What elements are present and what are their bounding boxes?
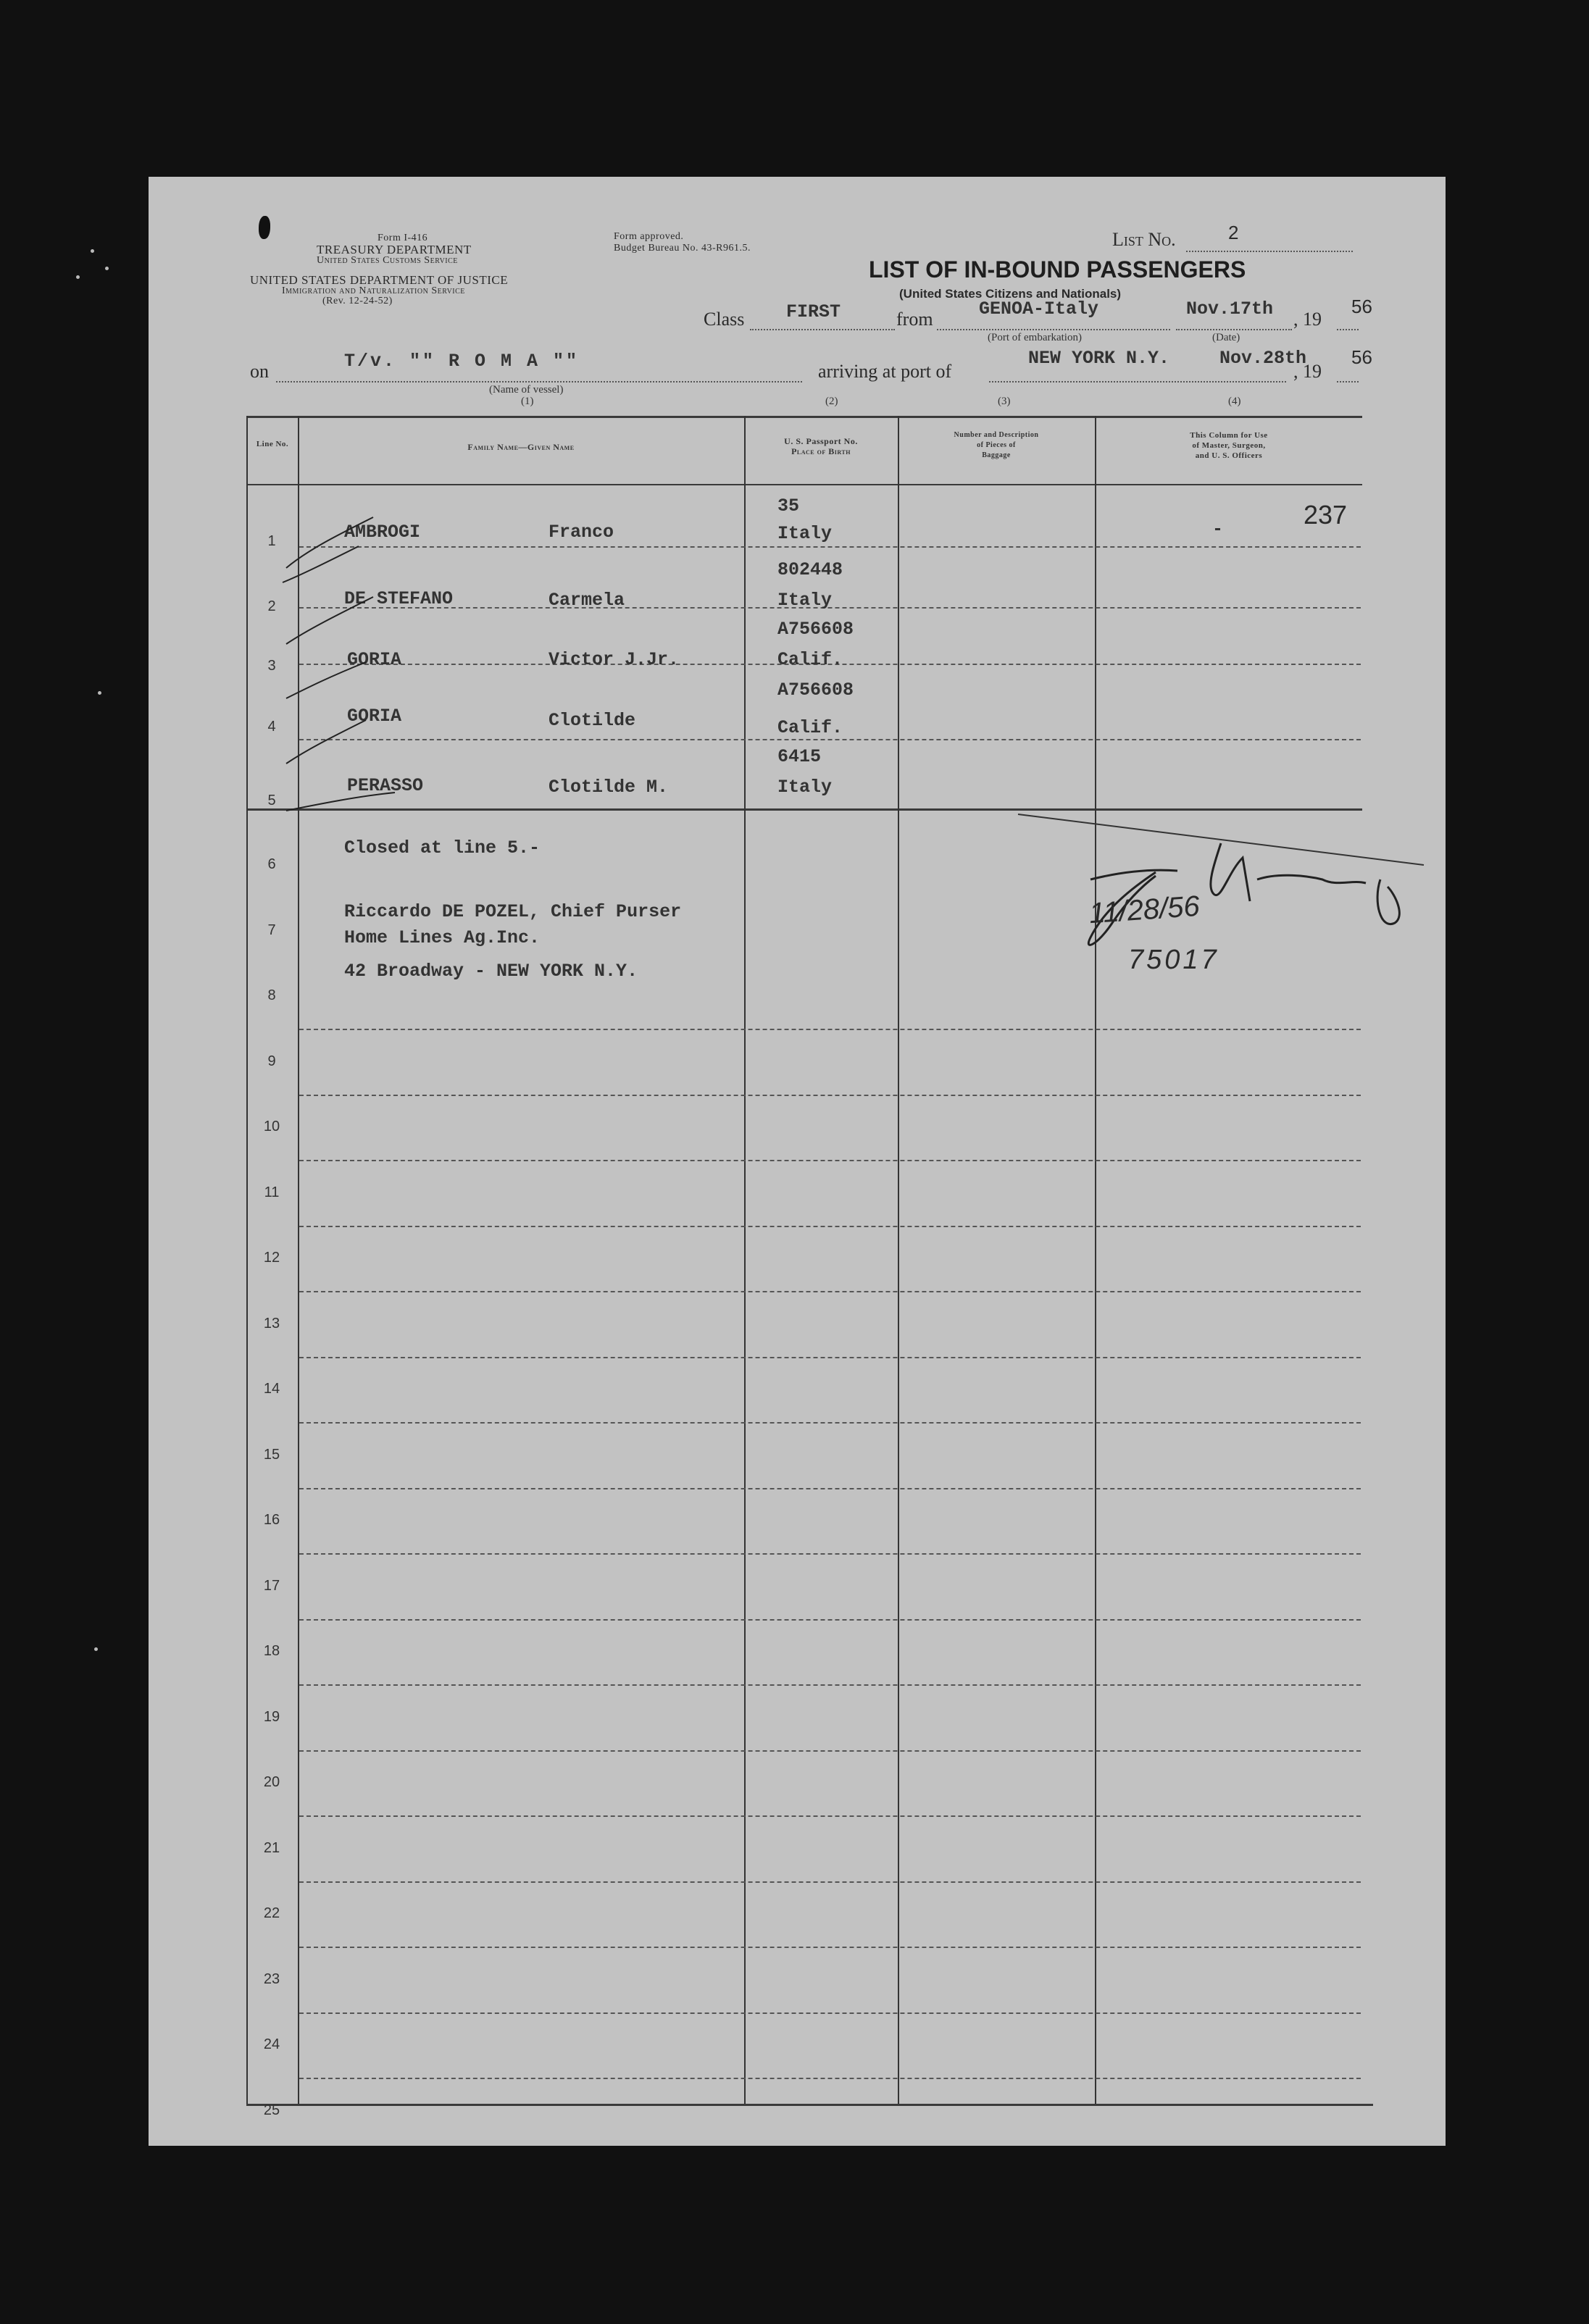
line-number: 19 [263, 1709, 280, 1725]
line-number: 11 [264, 1184, 280, 1200]
company-name: Home Lines Ag.Inc. [344, 927, 541, 948]
year-2: 56 [1351, 346, 1372, 368]
on-label: on [250, 361, 269, 382]
departure-date: Nov.17th [1186, 298, 1274, 319]
place-of-birth: Calif. [777, 649, 843, 670]
seal-mark [259, 216, 270, 239]
company-address: 42 Broadway - NEW YORK N.Y. [344, 961, 638, 982]
line-number: 1 [267, 533, 276, 549]
vessel-col-num: (1) [521, 396, 534, 407]
family-name: DE STEFANO [344, 588, 454, 609]
line-number: 5 [267, 793, 276, 808]
purser-name: Riccardo DE POZEL, Chief Purser [344, 901, 682, 922]
passport-number: A756608 [777, 680, 854, 701]
line-number: 21 [263, 1840, 280, 1856]
class-label: Class [704, 309, 745, 330]
page-subtitle: (United States Citizens and Nationals) [899, 287, 1122, 301]
justice-dept: UNITED STATES DEPARTMENT OF JUSTICE [250, 273, 509, 287]
place-of-birth: Italy [777, 590, 833, 611]
line-number: 12 [263, 1250, 280, 1266]
line-number: 3 [267, 658, 276, 674]
year-1: 56 [1351, 296, 1372, 317]
closed-statement: Closed at line 5.- [344, 837, 541, 858]
line-number: 2 [267, 598, 276, 614]
line-number: 9 [267, 1053, 276, 1069]
col-name: Family Name—Given Name [467, 442, 575, 452]
line-number: 20 [263, 1774, 280, 1790]
arrival-port: NEW YORK N.Y. [1028, 348, 1170, 369]
passport-number: 6415 [777, 746, 822, 767]
officer-signature [1004, 800, 1438, 974]
check-marks [243, 481, 460, 822]
line-number: 4 [267, 719, 276, 735]
line-number: 13 [263, 1316, 280, 1332]
line-number: 24 [263, 2036, 280, 2052]
given-name: Clotilde [549, 710, 636, 731]
passport-number: A756608 [777, 619, 854, 640]
treasury-dept: TREASURY DEPARTMENT [317, 243, 472, 256]
line-number: 14 [263, 1381, 280, 1397]
family-name: AMBROGI [344, 522, 421, 543]
arriving-label: arriving at port of [818, 361, 952, 382]
col-line-no: Line No. [256, 440, 289, 448]
line-number: 23 [263, 1971, 280, 1987]
arriving-col-num: (2) [825, 396, 838, 407]
line-number: 18 [263, 1643, 280, 1659]
form-number: Form I-416 [378, 233, 428, 243]
place-of-birth: Calif. [777, 717, 843, 738]
date-col-num: (4) [1228, 396, 1241, 407]
passport-number: 35 [777, 496, 800, 517]
arrival-date: Nov.28th [1219, 348, 1307, 369]
line-number: 17 [263, 1578, 280, 1594]
family-name: GORIA [347, 706, 402, 727]
given-name: Victor J.Jr. [549, 649, 680, 670]
col-passport: U. S. Passport No. Place of Birth [784, 436, 858, 456]
line-number: 10 [263, 1119, 280, 1134]
year-prefix-1: , 19 [1293, 309, 1322, 330]
form-approved: Form approved. [614, 231, 684, 242]
place-of-birth: Italy [777, 777, 833, 798]
page-title: LIST OF IN-BOUND PASSENGERS [869, 256, 1246, 283]
line-number: 6 [267, 856, 276, 872]
budget-bureau: Budget Bureau No. 43-R961.5. [614, 243, 751, 254]
date-caption: (Date) [1212, 332, 1240, 343]
revision-date: (Rev. 12-24-52) [322, 296, 393, 306]
col-baggage: Number and Description of Pieces of Baggage [954, 431, 1039, 459]
vessel-caption: (Name of vessel) [489, 384, 564, 396]
officer-code: 75017 [1128, 945, 1219, 975]
passport-number: 802448 [777, 559, 843, 580]
line-number: 22 [263, 1905, 280, 1921]
port-col-num: (3) [998, 396, 1011, 407]
family-name: GORIA [347, 649, 402, 670]
given-name: Franco [549, 522, 614, 543]
form-sheet [149, 177, 1446, 2146]
line-number: 25 [263, 2102, 280, 2118]
list-no-value: 2 [1228, 222, 1239, 243]
line-number: 8 [267, 987, 276, 1003]
immigration-service: Immigration and Naturalization Service [282, 285, 465, 296]
list-no-label: List No. [1112, 229, 1176, 250]
line-number: 15 [263, 1447, 280, 1463]
class-value: FIRST [786, 301, 841, 322]
family-name: PERASSO [347, 775, 424, 796]
customs-service: United States Customs Service [317, 255, 458, 266]
col-officers: This Column for Use of Master, Surgeon, and U. S. Officers [1190, 431, 1268, 460]
officer-note: - [1212, 519, 1224, 540]
officer-date: 11/28/56 [1088, 890, 1201, 930]
vessel-name: T/v. "" R O M A "" [344, 351, 580, 372]
year-prefix-2: , 19 [1293, 361, 1322, 382]
from-value: GENOA-Italy [979, 298, 1099, 319]
line-number: 16 [263, 1512, 280, 1528]
line-number: 7 [267, 922, 276, 938]
given-name: Carmela [549, 590, 625, 611]
place-of-birth: Italy [777, 523, 833, 544]
officer-number: 237 [1304, 500, 1348, 530]
from-label: from [896, 309, 933, 330]
port-embarkation-caption: (Port of embarkation) [988, 332, 1082, 343]
given-name: Clotilde M. [549, 777, 669, 798]
